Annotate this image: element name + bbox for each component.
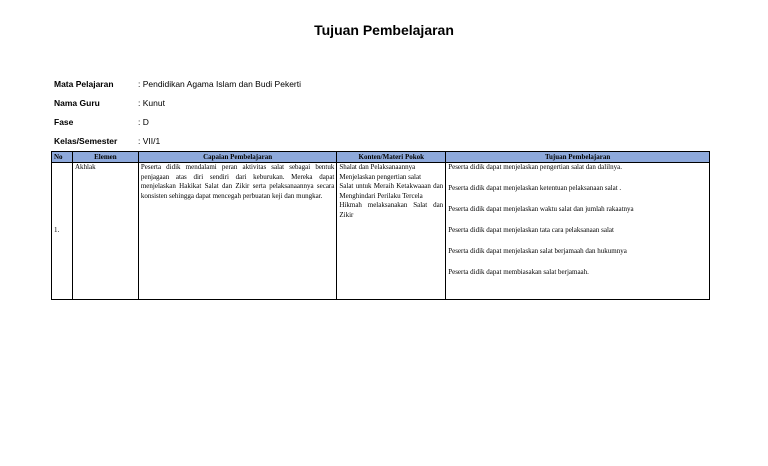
info-label: Nama Guru — [54, 97, 100, 108]
header-elemen: Elemen — [72, 152, 138, 163]
header-tujuan: Tujuan Pembelajaran — [446, 152, 710, 163]
tujuan-item: Peserta didik dapat menjelaskan ketentuan pelaksanaan salat . — [448, 184, 622, 193]
tujuan-item: Peserta didik dapat menjelaskan pengertian salat dan dalilnya. — [448, 163, 622, 171]
tujuan-item: Peserta didik dapat menjelaskan salat berjamaah dan hukumnya — [448, 247, 627, 256]
info-row-kelas-semester — [54, 131, 438, 150]
table-row — [52, 163, 710, 300]
cell-elemen: Akhlak — [72, 163, 138, 300]
table-header-row — [52, 152, 710, 163]
cell-capaian: Peserta didik mendalami peran aktivitas salat sebagai bentuk penjagaan atas diri sendiri dari keburukan. Mereka dapat menjelaskan Hakikat Salat dan Zikir serta pelaksanaannya secara konsisten sehingga dapat mencegah perbuatan keji dan mungkar. — [138, 163, 337, 300]
info-value: : Pendidikan Agama Islam dan Budi Pekerti — [138, 78, 302, 89]
materi-item: Hikmah melaksanakan Salat dan Zikir — [339, 201, 444, 219]
cell-no: 1. — [52, 163, 73, 300]
tujuan-item: Peserta didik dapat menjelaskan waktu salat dan jumlah rakaatnya — [448, 205, 634, 214]
info-value: : D — [138, 116, 149, 127]
header-no: No — [52, 152, 73, 163]
cell-tujuan — [446, 163, 710, 300]
info-label: Fase — [54, 116, 74, 127]
info-value: : Kunut — [138, 97, 165, 108]
tujuan-item: Peserta didik dapat menjelaskan tata cara pelaksanaan salat — [448, 226, 614, 235]
info-label: Mata Pelajaran — [54, 78, 114, 89]
materi-item: Salat untuk Meraih Ketakwaaan dan Menghindari Perilaku Tercela — [339, 182, 444, 200]
materi-item: Menjelaskan pengertian salat — [339, 172, 422, 181]
header-materi: Konten/Materi Pokok — [337, 152, 446, 163]
info-label: Kelas/Semester — [54, 135, 118, 146]
info-row-nama-guru — [54, 93, 438, 112]
info-row-mata-pelajaran — [54, 74, 438, 93]
info-value: : VII/1 — [138, 135, 161, 146]
header-capaian: Capaian Pembelajaran — [138, 152, 337, 163]
tujuan-item: Peserta didik dapat membiasakan salat berjamaah. — [448, 268, 589, 277]
page-title: Tujuan Pembelajaran — [314, 22, 454, 38]
learning-objectives-table — [51, 151, 710, 300]
info-block — [54, 74, 438, 150]
cell-materi — [337, 163, 446, 300]
info-row-fase — [54, 112, 438, 131]
materi-item: Shalat dan Pelaksanaannya — [339, 163, 416, 171]
